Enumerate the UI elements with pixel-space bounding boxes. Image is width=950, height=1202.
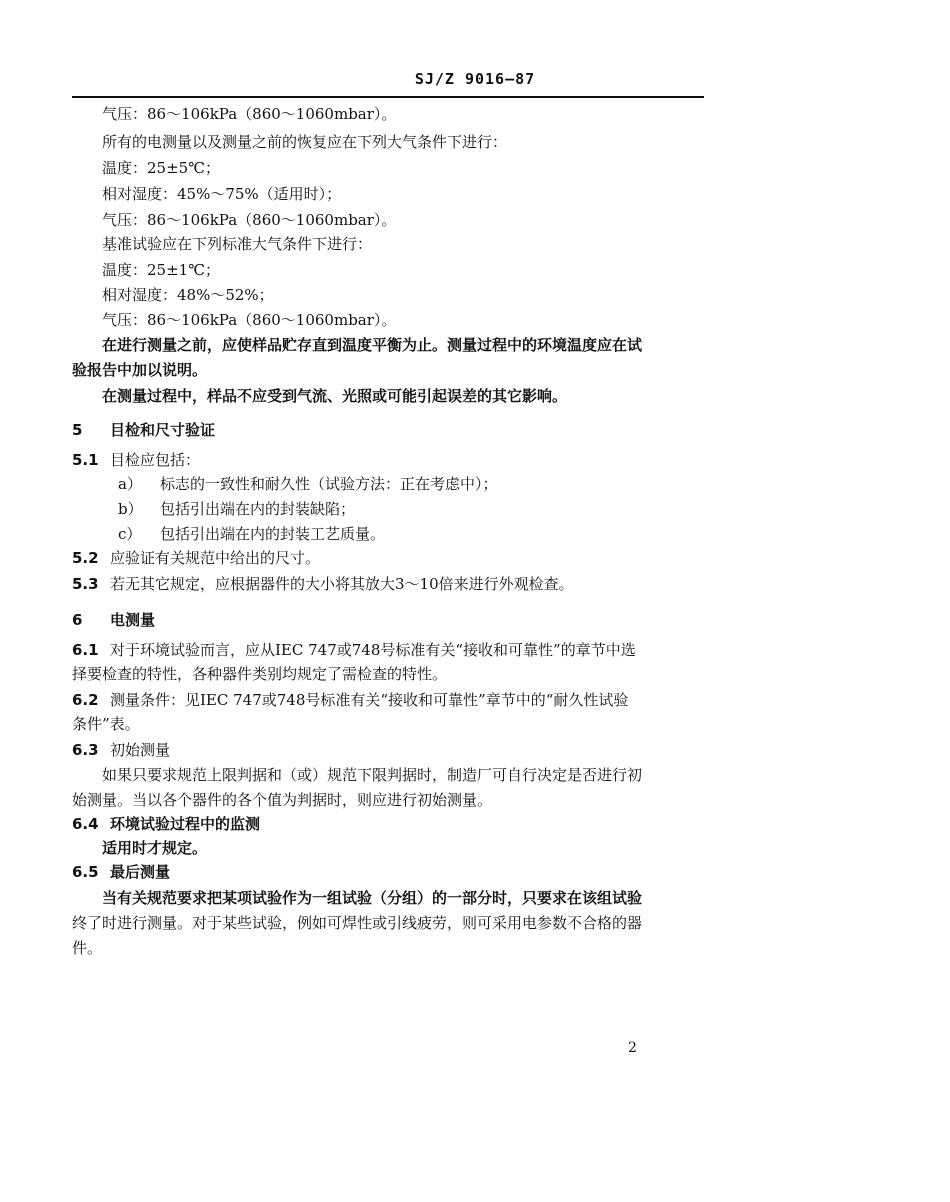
- list-item-b: [118, 499, 355, 519]
- clause-5-3-text: 若无其它规定，应根据器件的大小将其放大3～10倍来进行外观检查。: [110, 575, 574, 593]
- reference-conditions-intro: 基准试验应在下列标准大气条件下进行：: [102, 235, 373, 253]
- clause-5-2: [72, 548, 320, 568]
- list-item-a: [118, 474, 498, 494]
- clause-6-3-title: 初始测量: [110, 741, 171, 759]
- clause-6-5-heading: [72, 862, 170, 882]
- list-item-b-text: 包括引出端在内的封装缺陷；: [160, 500, 356, 518]
- clause-5-2-number: 5.2: [72, 549, 99, 567]
- header-rule: [72, 96, 704, 98]
- section-5-title: 目检和尺寸验证: [110, 421, 216, 439]
- recovery-conditions-intro: 所有的电测量以及测量之前的恢复应在下列大气条件下进行：: [102, 133, 508, 151]
- humidity-line-1: 相对湿度：45%～75%（适用时）；: [102, 185, 342, 203]
- temperature-line-1: 温度：25±5℃；: [102, 159, 220, 177]
- clause-6-5-line-1: 当有关规范要求把某项试验作为一组试验（分组）的一部分时，只要求在该组试验: [102, 889, 643, 907]
- clause-6-2-text-1: 测量条件：见IEC 747或748号标准有关“接收和可靠性”章节中的“耐久性试验: [110, 691, 629, 709]
- clause-6-4-heading: [72, 814, 260, 834]
- clause-6-4-title: 环境试验过程中的监测: [110, 815, 261, 833]
- clause-6-1-line-1: [72, 640, 636, 660]
- section-6-title: 电测量: [110, 611, 156, 629]
- clause-5-1: [72, 450, 200, 470]
- clause-5-1-number: 5.1: [72, 451, 99, 469]
- clause-6-5-number: 6.5: [72, 863, 99, 881]
- list-item-a-text: 标志的一致性和耐久性（试验方法：正在考虑中）；: [160, 475, 498, 493]
- list-item-b-label: b）: [118, 500, 143, 518]
- clause-6-3-line-2: 始测量。当以各个器件的各个值为判据时，则应进行初始测量。: [72, 791, 493, 809]
- page-number: 2: [628, 1040, 637, 1056]
- clause-6-5-line-2: 终了时进行测量。对于某些试验，例如可焊性或引线疲劳，则可采用电参数不合格的器: [72, 914, 643, 932]
- storage-paragraph-line-1: 在进行测量之前，应使样品贮存直到温度平衡为止。测量过程中的环境温度应在试: [102, 336, 643, 354]
- clause-6-1-number: 6.1: [72, 641, 99, 659]
- clause-5-3-number: 5.3: [72, 575, 99, 593]
- clause-6-3-number: 6.3: [72, 741, 99, 759]
- list-item-c-label: c）: [118, 525, 142, 543]
- pressure-line-1: 气压：86～106kPa（860～1060mbar）。: [102, 105, 397, 123]
- storage-paragraph-line-2: 验报告中加以说明。: [72, 361, 208, 379]
- clause-6-5-line-3: 件。: [72, 939, 103, 957]
- list-item-c: [118, 524, 385, 544]
- pressure-line-2: 气压：86～106kPa（860～1060mbar）。: [102, 211, 397, 229]
- humidity-line-2: 相对湿度：48%～52%；: [102, 286, 274, 304]
- clause-6-2-number: 6.2: [72, 691, 99, 709]
- clause-6-2-line-2: 条件”表。: [72, 715, 140, 733]
- document-code-header: SJ/Z 9016—87: [414, 70, 536, 88]
- list-item-c-text: 包括引出端在内的封装工艺质量。: [160, 525, 386, 543]
- pressure-line-3: 气压：86～106kPa（860～1060mbar）。: [102, 311, 397, 329]
- clause-6-4-number: 6.4: [72, 815, 99, 833]
- clause-6-2-line-1: [72, 690, 628, 710]
- clause-6-3-line-1: 如果只要求规范上限判据和（或）规范下限判据时，制造厂可自行决定是否进行初: [102, 766, 643, 784]
- section-6-heading: [72, 610, 155, 630]
- clause-5-1-text: 目检应包括：: [110, 451, 201, 469]
- section-5-number: 5: [72, 421, 83, 439]
- list-item-a-label: a）: [118, 475, 142, 493]
- clause-6-4-text: 适用时才规定。: [102, 839, 208, 857]
- influence-paragraph: 在测量过程中，样品不应受到气流、光照或可能引起误差的其它影响。: [102, 387, 568, 405]
- clause-6-5-title: 最后测量: [110, 863, 171, 881]
- temperature-line-2: 温度：25±1℃；: [102, 261, 220, 279]
- section-6-number: 6: [72, 611, 83, 629]
- clause-5-2-text: 应验证有关规范中给出的尺寸。: [110, 549, 321, 567]
- clause-6-1-text-1: 对于环境试验而言，应从IEC 747或748号标准有关“接收和可靠性”的章节中选: [110, 641, 636, 659]
- clause-6-3-heading: [72, 740, 170, 760]
- clause-5-3: [72, 574, 574, 594]
- section-5-heading: [72, 420, 215, 440]
- clause-6-1-line-2: 择要检查的特性，各种器件类别均规定了需检查的特性。: [72, 665, 448, 683]
